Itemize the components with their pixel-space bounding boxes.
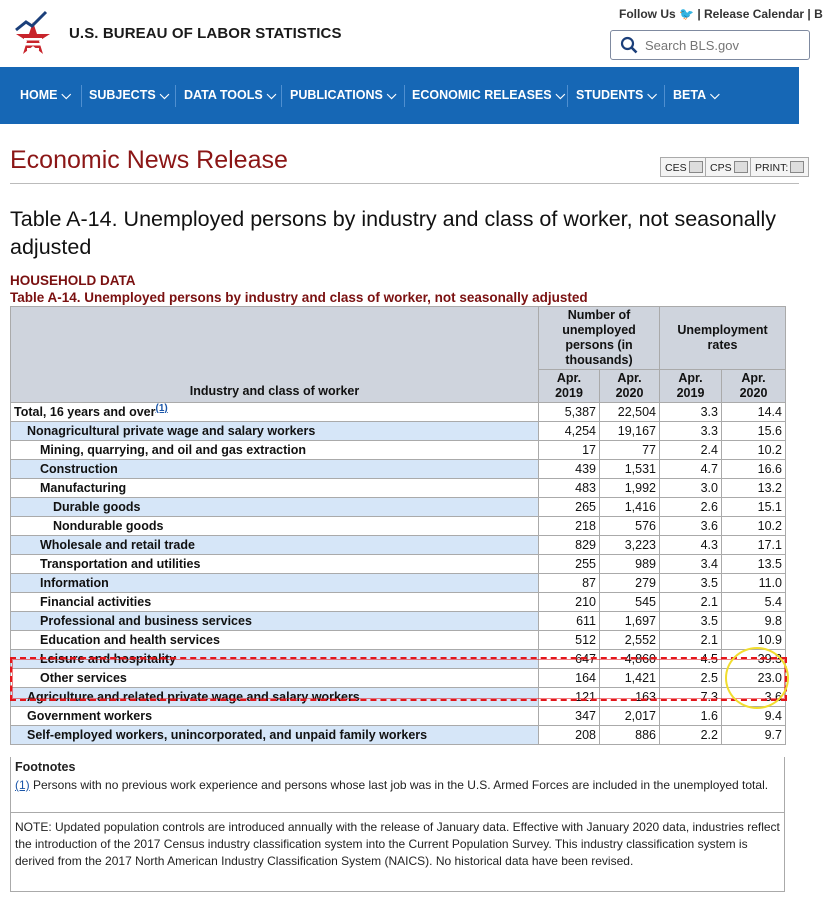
cell: 210 xyxy=(539,593,600,612)
household-data-label: HOUSEHOLD DATA xyxy=(10,273,136,288)
cell: 545 xyxy=(600,593,660,612)
table-row xyxy=(11,726,786,745)
cell: 3.6 xyxy=(660,517,722,536)
divider xyxy=(10,812,785,813)
cell: 3.0 xyxy=(660,479,722,498)
table-row xyxy=(11,631,786,650)
cell: 163 xyxy=(600,688,660,707)
cell: 3.6 xyxy=(722,688,786,707)
nav-publications[interactable] xyxy=(290,88,396,103)
printer-icon xyxy=(790,161,804,173)
footnote-1-ref[interactable]: (1) xyxy=(15,778,30,792)
release-heading: Economic News Release xyxy=(10,146,288,174)
nav-data-tools-label: DATA TOOLS xyxy=(184,88,263,102)
cell: 3.3 xyxy=(660,422,722,441)
chevron-down-icon: ⌵ xyxy=(647,88,657,102)
col-header-rate-apr-2019: Apr. 2019 xyxy=(660,370,722,403)
row-label: Total, 16 years and over$^{(1)}$ xyxy=(11,403,539,422)
agency-name[interactable]: U.S. BUREAU OF LABOR STATISTICS xyxy=(69,25,342,42)
cell: 2.1 xyxy=(660,631,722,650)
cell: 10.2 xyxy=(722,517,786,536)
col-header-apr-2019: Apr. 2019 xyxy=(539,370,600,403)
nav-beta-label: BETA xyxy=(673,88,707,102)
follow-us-bar xyxy=(619,7,823,21)
cell: 218 xyxy=(539,517,600,536)
table-row xyxy=(11,555,786,574)
cell: 4.7 xyxy=(660,460,722,479)
cell: 2.6 xyxy=(660,498,722,517)
table-row xyxy=(11,707,786,726)
nav-divider xyxy=(567,85,568,107)
cell: 2.2 xyxy=(660,726,722,745)
twitter-icon[interactable]: 🐦 xyxy=(679,7,694,21)
cell: 647 xyxy=(539,650,600,669)
cell: 2.4 xyxy=(660,441,722,460)
cell: 13.2 xyxy=(722,479,786,498)
ces-label: CES xyxy=(665,162,687,174)
cell: 13.5 xyxy=(722,555,786,574)
row-label: Manufacturing xyxy=(11,479,539,498)
footnote-1-text: Persons with no previous work experience and persons whose last job was in the U.S. Armed Forces are included in the unemployed total. xyxy=(29,778,769,792)
table-row xyxy=(11,441,786,460)
cell: 3,223 xyxy=(600,536,660,555)
nav-divider xyxy=(664,85,665,107)
table-row xyxy=(11,593,786,612)
cell: 16.6 xyxy=(722,460,786,479)
cell: 2.1 xyxy=(660,593,722,612)
site-header xyxy=(0,0,823,67)
cell: 9.8 xyxy=(722,612,786,631)
search-box[interactable] xyxy=(610,30,810,60)
cell: 2,017 xyxy=(600,707,660,726)
row-label: Self-employed workers, unincorporated, and unpaid family workers xyxy=(11,726,539,745)
nav-publications-label: PUBLICATIONS xyxy=(290,88,383,102)
cell: 4,254 xyxy=(539,422,600,441)
chevron-down-icon: ⌵ xyxy=(386,88,397,102)
cell: 19,167 xyxy=(600,422,660,441)
cell: 1,992 xyxy=(600,479,660,498)
cell: 989 xyxy=(600,555,660,574)
row-label: Transportation and utilities xyxy=(11,555,539,574)
row-label: Nondurable goods xyxy=(11,517,539,536)
nav-subjects-label: SUBJECTS xyxy=(89,88,156,102)
col-header-apr-2020: Apr. 2020 xyxy=(600,370,660,403)
follow-us-label: Follow Us xyxy=(619,7,676,21)
footnotes-heading: Footnotes xyxy=(15,760,76,774)
row-label: Other services xyxy=(11,669,539,688)
cell: 23.0 xyxy=(722,669,786,688)
table-row xyxy=(11,479,786,498)
nav-divider xyxy=(175,85,176,107)
archive-icon xyxy=(689,161,703,173)
row-label: Leisure and hospitality xyxy=(11,650,539,669)
cell: 1,416 xyxy=(600,498,660,517)
page-title: Table A-14. Unemployed persons by industry and class of worker, not seasonally adjusted xyxy=(10,207,777,259)
cell: 439 xyxy=(539,460,600,479)
cell: 15.6 xyxy=(722,422,786,441)
nav-beta[interactable] xyxy=(673,88,720,103)
cell: 87 xyxy=(539,574,600,593)
cell: 279 xyxy=(600,574,660,593)
cell: 3.4 xyxy=(660,555,722,574)
archive-icon xyxy=(734,161,748,173)
cell: 1,421 xyxy=(600,669,660,688)
cell: 4.3 xyxy=(660,536,722,555)
cell: 1,697 xyxy=(600,612,660,631)
row-label: Government workers xyxy=(11,707,539,726)
nav-economic-releases[interactable] xyxy=(412,88,565,103)
print-button[interactable] xyxy=(750,157,809,177)
cell: 10.9 xyxy=(722,631,786,650)
table-row xyxy=(11,460,786,479)
cell: 483 xyxy=(539,479,600,498)
nav-subjects[interactable] xyxy=(89,88,169,103)
search-icon[interactable] xyxy=(620,36,638,54)
row-label: Agriculture and related private wage and salary workers xyxy=(11,688,539,707)
cell: 5.4 xyxy=(722,593,786,612)
table-row xyxy=(11,403,786,422)
nav-home-label: HOME xyxy=(20,88,58,102)
main-nav xyxy=(0,67,799,124)
cell: 3.5 xyxy=(660,574,722,593)
col-header-rate-apr-2020: Apr. 2020 xyxy=(722,370,786,403)
cell: 10.2 xyxy=(722,441,786,460)
nav-data-tools[interactable] xyxy=(184,88,276,103)
note-text: NOTE: Updated population controls are introduced annually with the release of January data. Effective with January 2020 data, industries reflect the introduction of the 2017 Census industry classification system into the Current Population Survey. This industry classification system is derived from the 2017 North American Industry Classification System (NAICS). No historical data have been revised. xyxy=(15,820,780,868)
cell: 5,387 xyxy=(539,403,600,422)
cell: 3.5 xyxy=(660,612,722,631)
release-calendar-link[interactable]: | Release Calendar | B xyxy=(697,7,823,21)
cell: 576 xyxy=(600,517,660,536)
footnote-link[interactable]: (1) xyxy=(155,402,168,414)
cell: 208 xyxy=(539,726,600,745)
chevron-down-icon: ⌵ xyxy=(555,88,566,102)
cell: 9.4 xyxy=(722,707,786,726)
cell: 611 xyxy=(539,612,600,631)
cell: 886 xyxy=(600,726,660,745)
cell: 39.3 xyxy=(722,650,786,669)
table-row xyxy=(11,498,786,517)
cell: 347 xyxy=(539,707,600,726)
nav-divider xyxy=(281,85,282,107)
cell: 15.1 xyxy=(722,498,786,517)
cell: 1.6 xyxy=(660,707,722,726)
highlight-circle xyxy=(725,647,789,709)
chevron-down-icon: ⌵ xyxy=(266,88,277,102)
row-label: Nonagricultural private wage and salary workers xyxy=(11,422,539,441)
search-input[interactable] xyxy=(643,35,793,55)
table-row xyxy=(11,517,786,536)
print-label: PRINT: xyxy=(755,162,789,174)
divider xyxy=(10,183,799,184)
nav-divider xyxy=(404,85,405,107)
cell: 22,504 xyxy=(600,403,660,422)
row-label: Professional and business services xyxy=(11,612,539,631)
table-caption: Table A-14. Unemployed persons by industry and class of worker, not seasonally adjusted xyxy=(10,290,588,305)
cell: 9.7 xyxy=(722,726,786,745)
chevron-down-icon: ⌵ xyxy=(159,88,170,102)
nav-home[interactable] xyxy=(20,88,71,103)
row-label: Construction xyxy=(11,460,539,479)
row-label: Wholesale and retail trade xyxy=(11,536,539,555)
cell: 7.3 xyxy=(660,688,722,707)
highlight-rectangle-inner xyxy=(12,659,785,699)
cell: 77 xyxy=(600,441,660,460)
cell: 3.3 xyxy=(660,403,722,422)
stub-header: Industry and class of worker xyxy=(11,307,539,403)
number-unemployed-header: Number of unemployed persons (in thousands) xyxy=(539,307,660,370)
unemployment-rates-header: Unemployment rates xyxy=(660,307,786,370)
row-label: Information xyxy=(11,574,539,593)
cell: 17 xyxy=(539,441,600,460)
cell: 265 xyxy=(539,498,600,517)
table-row xyxy=(11,612,786,631)
cell: 1,531 xyxy=(600,460,660,479)
cell: 4,860 xyxy=(600,650,660,669)
row-label: Financial activities xyxy=(11,593,539,612)
cell: 14.4 xyxy=(722,403,786,422)
cell: 829 xyxy=(539,536,600,555)
footnote-1 xyxy=(15,777,775,794)
row-label: Mining, quarrying, and oil and gas extraction xyxy=(11,441,539,460)
row-label: Durable goods xyxy=(11,498,539,517)
cell: 2.5 xyxy=(660,669,722,688)
table-row xyxy=(11,422,786,441)
table-row xyxy=(11,574,786,593)
nav-divider xyxy=(81,85,82,107)
cell: 164 xyxy=(539,669,600,688)
nav-students[interactable] xyxy=(576,88,657,103)
cell: 512 xyxy=(539,631,600,650)
cps-label: CPS xyxy=(710,162,732,174)
cell: 17.1 xyxy=(722,536,786,555)
cell: 4.5 xyxy=(660,650,722,669)
cell: 255 xyxy=(539,555,600,574)
chevron-down-icon: ⌵ xyxy=(710,88,720,102)
table-row xyxy=(11,536,786,555)
chevron-down-icon: ⌵ xyxy=(61,88,71,102)
cell: 121 xyxy=(539,688,600,707)
bls-logo-icon[interactable] xyxy=(6,8,60,62)
nav-economic-releases-label: ECONOMIC RELEASES xyxy=(412,88,552,102)
ces-archive-button[interactable] xyxy=(660,157,708,177)
cell: 11.0 xyxy=(722,574,786,593)
cell: 2,552 xyxy=(600,631,660,650)
row-label: Education and health services xyxy=(11,631,539,650)
nav-students-label: STUDENTS xyxy=(576,88,644,102)
cps-archive-button[interactable] xyxy=(705,157,753,177)
